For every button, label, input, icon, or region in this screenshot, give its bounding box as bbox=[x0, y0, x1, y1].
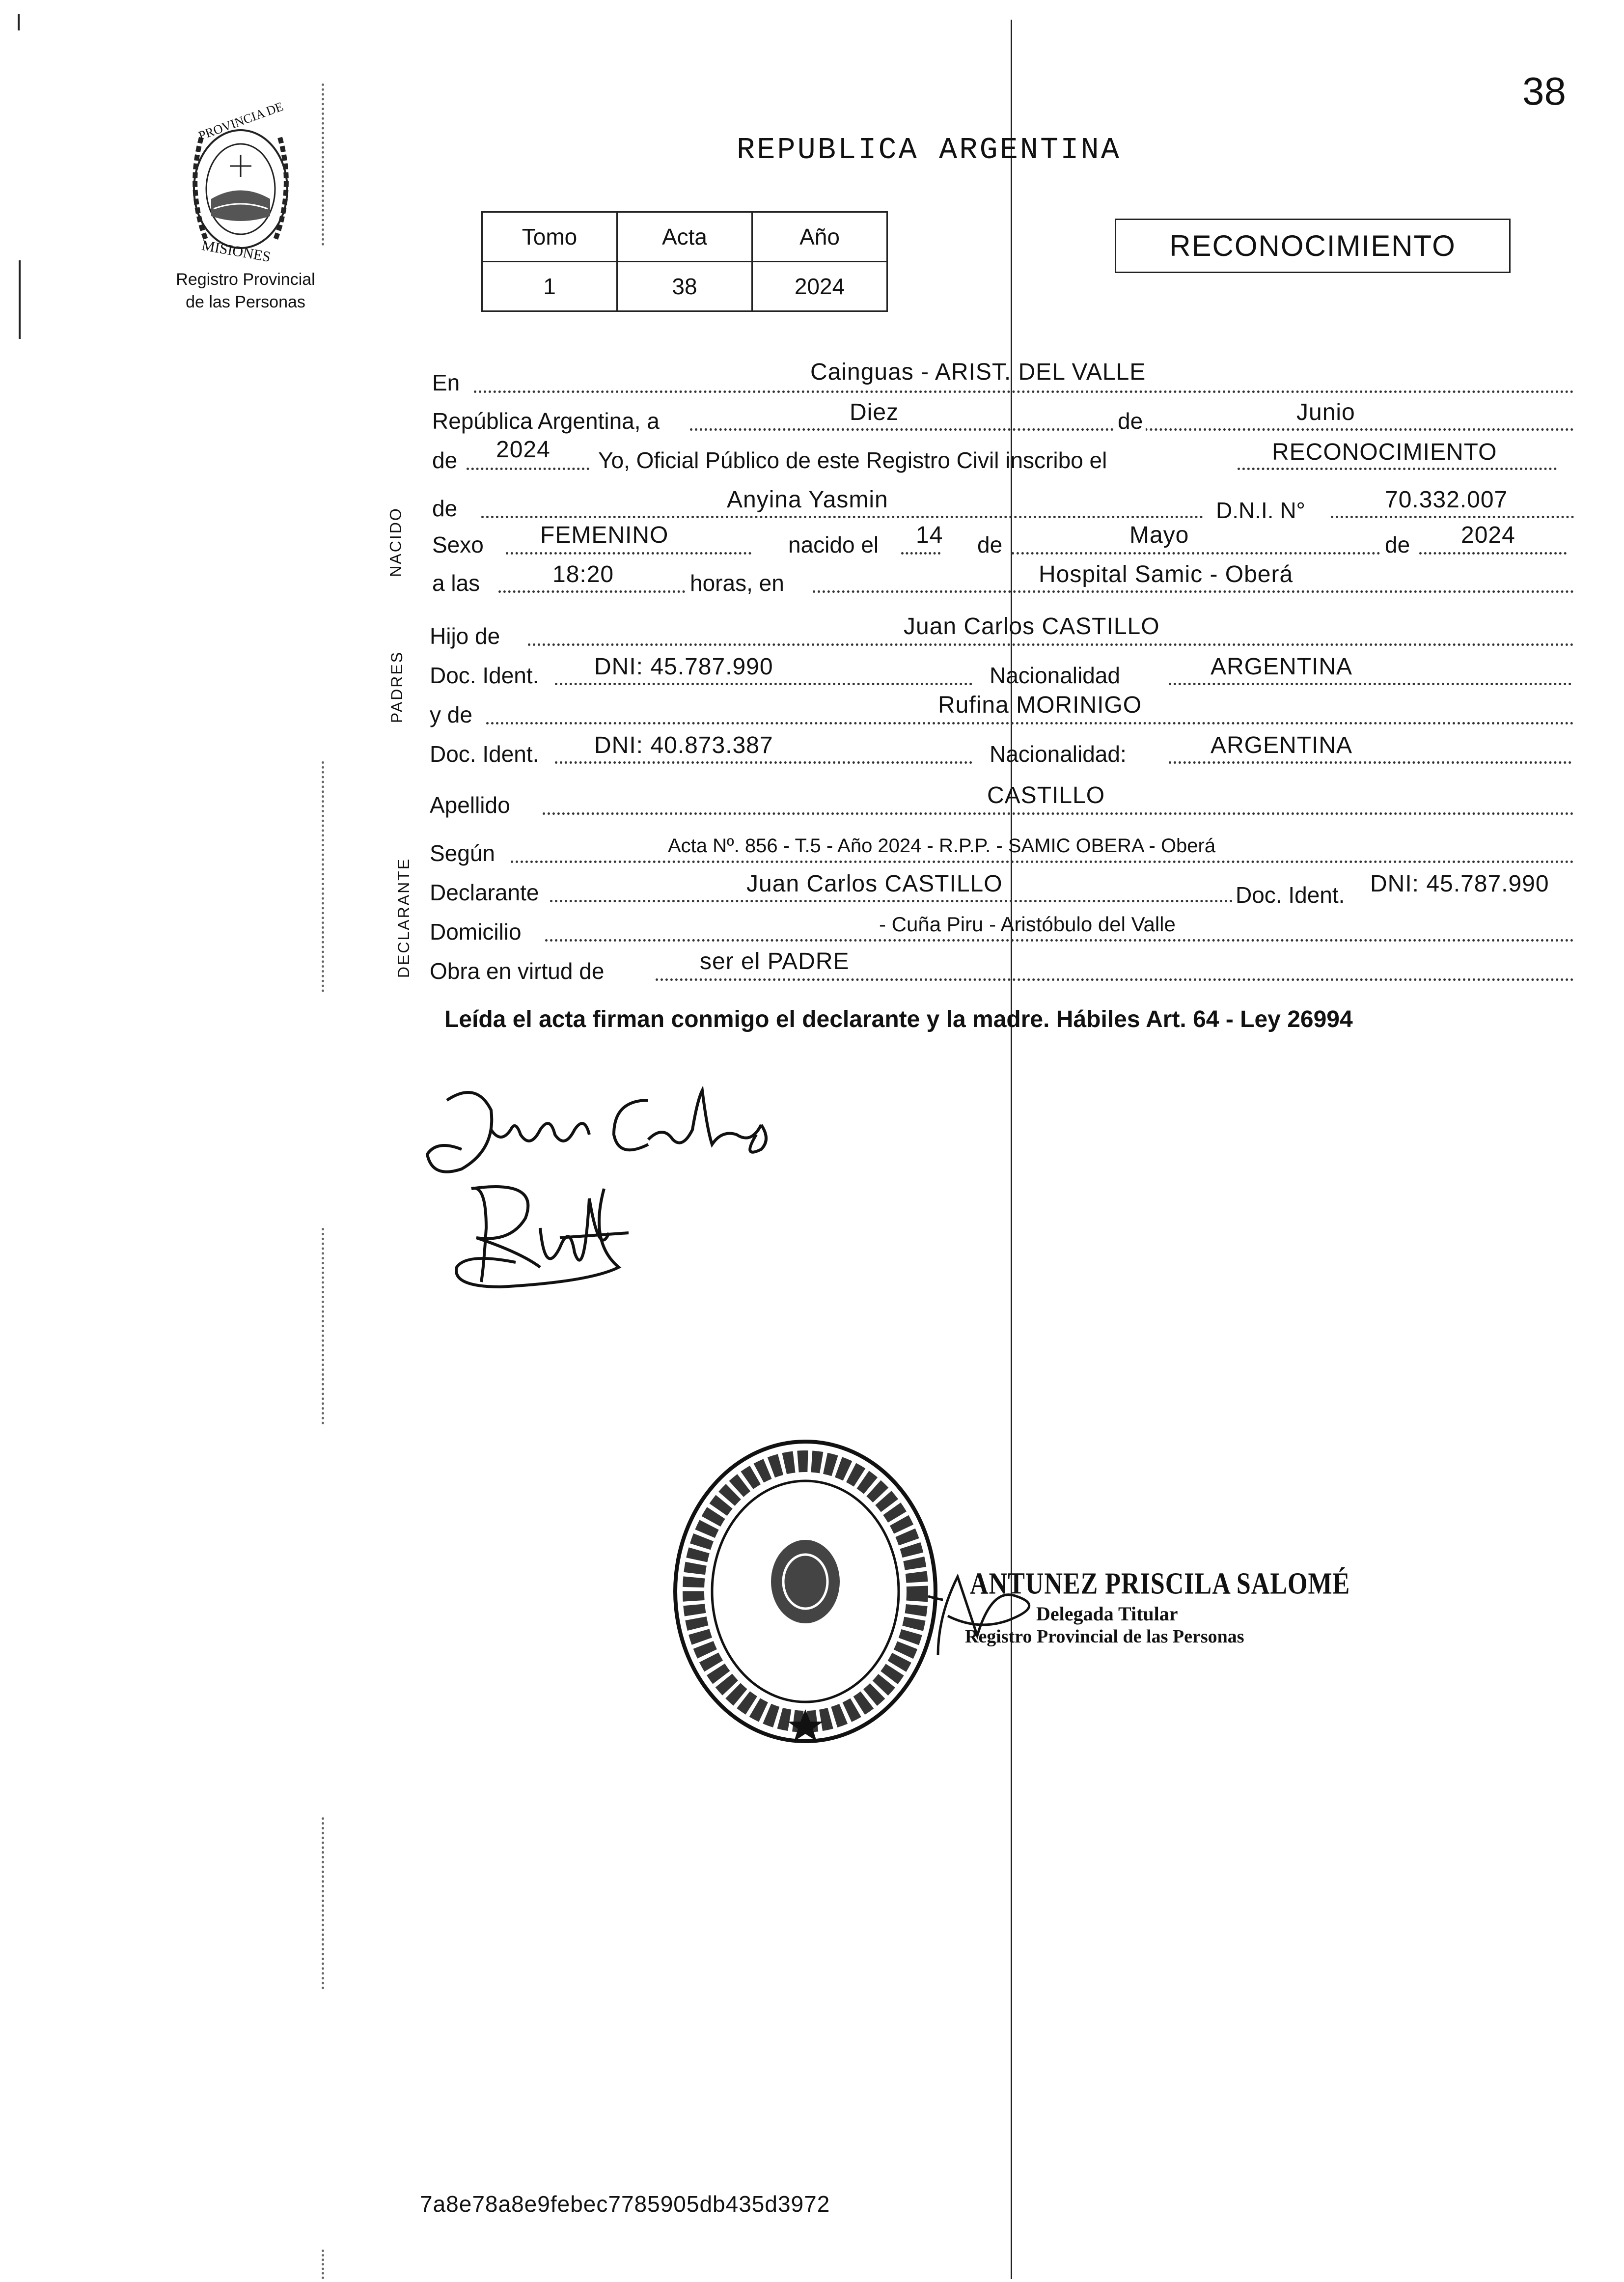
leader bbox=[1331, 516, 1574, 518]
emblem-top-text: PROVINCIA DE bbox=[196, 99, 285, 143]
side-label-nacido: NACIDO bbox=[386, 507, 405, 577]
official-signature bbox=[918, 1557, 1066, 1660]
nacionalidad-label-2: Nacionalidad: bbox=[990, 741, 1127, 767]
nacido-label: nacido el bbox=[788, 532, 879, 557]
madre-value: Rufina MORINIGO bbox=[938, 692, 1142, 718]
padre-value: Juan Carlos CASTILLO bbox=[904, 613, 1160, 640]
leader bbox=[813, 590, 1574, 593]
obra-value: ser el PADRE bbox=[700, 948, 850, 974]
republica-label: República Argentina, a bbox=[432, 408, 660, 434]
leader bbox=[543, 812, 1574, 815]
tomo-header: Tomo bbox=[482, 212, 617, 262]
acta-table-values bbox=[482, 262, 887, 311]
leader bbox=[656, 978, 1574, 981]
leader bbox=[550, 900, 1306, 902]
anio-value: 2024 bbox=[496, 437, 551, 463]
leader bbox=[467, 468, 589, 470]
leader bbox=[555, 761, 972, 764]
nombre-label: de bbox=[432, 496, 458, 521]
nac-anio-value: 2024 bbox=[1461, 522, 1515, 548]
margin-dots bbox=[322, 761, 324, 992]
declarante-doc-value: DNI: 45.787.990 bbox=[1370, 871, 1549, 897]
dia-value: Diez bbox=[850, 399, 899, 425]
registry-line1: Registro Provincial bbox=[176, 270, 315, 289]
obra-label: Obra en virtud de bbox=[430, 958, 605, 984]
emblem-bottom-text: MISIONES bbox=[200, 237, 272, 266]
declarante-doc-label: Doc. Ident. bbox=[1233, 882, 1348, 908]
acta-table-header bbox=[482, 212, 887, 262]
anio-header: Año bbox=[752, 212, 887, 262]
side-label-declarante: DECLARANTE bbox=[395, 857, 413, 978]
margin-dots bbox=[322, 1228, 324, 1424]
signature-rufina bbox=[442, 1169, 663, 1316]
official-seal bbox=[668, 1434, 943, 1749]
leader bbox=[901, 552, 940, 555]
hora-value: 18:20 bbox=[552, 561, 614, 587]
leader bbox=[506, 552, 751, 555]
margin-bar bbox=[19, 260, 21, 339]
leader bbox=[486, 722, 1574, 724]
domicilio-value: - Cuña Piru - Aristóbulo del Valle bbox=[879, 913, 1176, 936]
closing-text: Leída el acta firman conmigo el declarante y la madre. Hábiles Art. 64 - Ley 26994 bbox=[444, 1006, 1353, 1032]
dni-label: D.N.I. N° bbox=[1213, 497, 1308, 524]
sexo-value: FEMENINO bbox=[540, 522, 669, 548]
apellido-value: CASTILLO bbox=[987, 782, 1105, 808]
en-label: En bbox=[432, 370, 460, 395]
padre-nac-value: ARGENTINA bbox=[1211, 654, 1353, 680]
leader bbox=[1169, 761, 1571, 764]
en-value: Cainguas - ARIST. DEL VALLE bbox=[810, 359, 1146, 385]
leader bbox=[528, 643, 1574, 646]
province-emblem bbox=[167, 108, 314, 265]
lugar-value: Hospital Samic - Oberá bbox=[1039, 561, 1294, 587]
leader bbox=[1238, 468, 1557, 470]
leader bbox=[1169, 683, 1571, 685]
official-title: Delegada Titular bbox=[1036, 1603, 1178, 1625]
signature-2-graphic bbox=[442, 1169, 663, 1316]
declarante-label: Declarante bbox=[430, 880, 539, 905]
y-de-label: y de bbox=[430, 702, 472, 727]
official-name: ANTUNEZ PRISCILA SALOMÉ bbox=[970, 1567, 1350, 1601]
leader bbox=[555, 683, 972, 685]
segun-value: Acta Nº. 856 - T.5 - Año 2024 - R.P.P. - SAMIC OBERA - Oberá bbox=[668, 835, 1216, 857]
document-type: RECONOCIMIENTO bbox=[1115, 219, 1511, 273]
segun-label: Según bbox=[430, 840, 495, 866]
margin-dots bbox=[322, 2250, 324, 2279]
tomo-value: 1 bbox=[482, 262, 617, 311]
acta-value: 38 bbox=[617, 262, 752, 311]
leader bbox=[545, 939, 1574, 942]
document-hash: 7a8e78a8e9febec7785905db435d3972 bbox=[420, 2191, 830, 2217]
nacionalidad-label: Nacionalidad bbox=[990, 663, 1120, 688]
anio-value: 2024 bbox=[752, 262, 887, 311]
horas-en-label: horas, en bbox=[690, 570, 784, 596]
nombre-value: Anyina Yasmin bbox=[727, 487, 888, 513]
hora-label: a las bbox=[432, 570, 480, 596]
madre-nac-value: ARGENTINA bbox=[1211, 732, 1353, 758]
registry-line2: de las Personas bbox=[186, 293, 305, 311]
de-label: de bbox=[1115, 408, 1146, 434]
hijo-label: Hijo de bbox=[430, 623, 500, 649]
emblem-graphic bbox=[167, 108, 314, 265]
madre-doc-value: DNI: 40.873.387 bbox=[594, 732, 773, 758]
doc-ident-label-2: Doc. Ident. bbox=[430, 741, 539, 767]
doc-ident-label: Doc. Ident. bbox=[430, 663, 539, 688]
declarante-value: Juan Carlos CASTILLO bbox=[746, 871, 1003, 897]
margin-dots bbox=[322, 83, 324, 246]
apellido-label: Apellido bbox=[430, 792, 510, 818]
official-office: Registro Provincial de las Personas bbox=[965, 1626, 1244, 1647]
nac-mes-value: Mayo bbox=[1129, 522, 1189, 548]
dni-value: 70.332.007 bbox=[1385, 487, 1508, 513]
side-label-padres: PADRES bbox=[388, 650, 406, 724]
sexo-label: Sexo bbox=[432, 532, 484, 557]
page-number: 38 bbox=[1522, 69, 1566, 113]
leader bbox=[498, 590, 685, 593]
nac-de-label: de bbox=[977, 532, 1003, 557]
official-signature-graphic bbox=[918, 1557, 1066, 1660]
domicilio-label: Domicilio bbox=[430, 919, 522, 945]
padre-doc-value: DNI: 45.787.990 bbox=[594, 654, 773, 680]
margin-mark bbox=[18, 14, 20, 30]
leader bbox=[1419, 552, 1567, 555]
nac-de2-label: de bbox=[1385, 532, 1410, 557]
nac-dia-value: 14 bbox=[916, 522, 943, 548]
acto-value: RECONOCIMIENTO bbox=[1272, 439, 1497, 465]
acta-table bbox=[481, 211, 888, 312]
acta-header: Acta bbox=[617, 212, 752, 262]
leader bbox=[511, 861, 1574, 863]
leader bbox=[1012, 552, 1380, 555]
country-title: REPUBLICA ARGENTINA bbox=[737, 133, 1121, 167]
yo-text: Yo, Oficial Público de este Registro Civil inscribo el bbox=[598, 447, 1107, 473]
seal-graphic bbox=[668, 1434, 943, 1749]
leader bbox=[474, 390, 1574, 393]
margin-dots bbox=[322, 1817, 324, 1989]
mes-value: Junio bbox=[1296, 399, 1355, 425]
leader bbox=[481, 516, 1203, 518]
de2-label: de bbox=[432, 447, 458, 473]
